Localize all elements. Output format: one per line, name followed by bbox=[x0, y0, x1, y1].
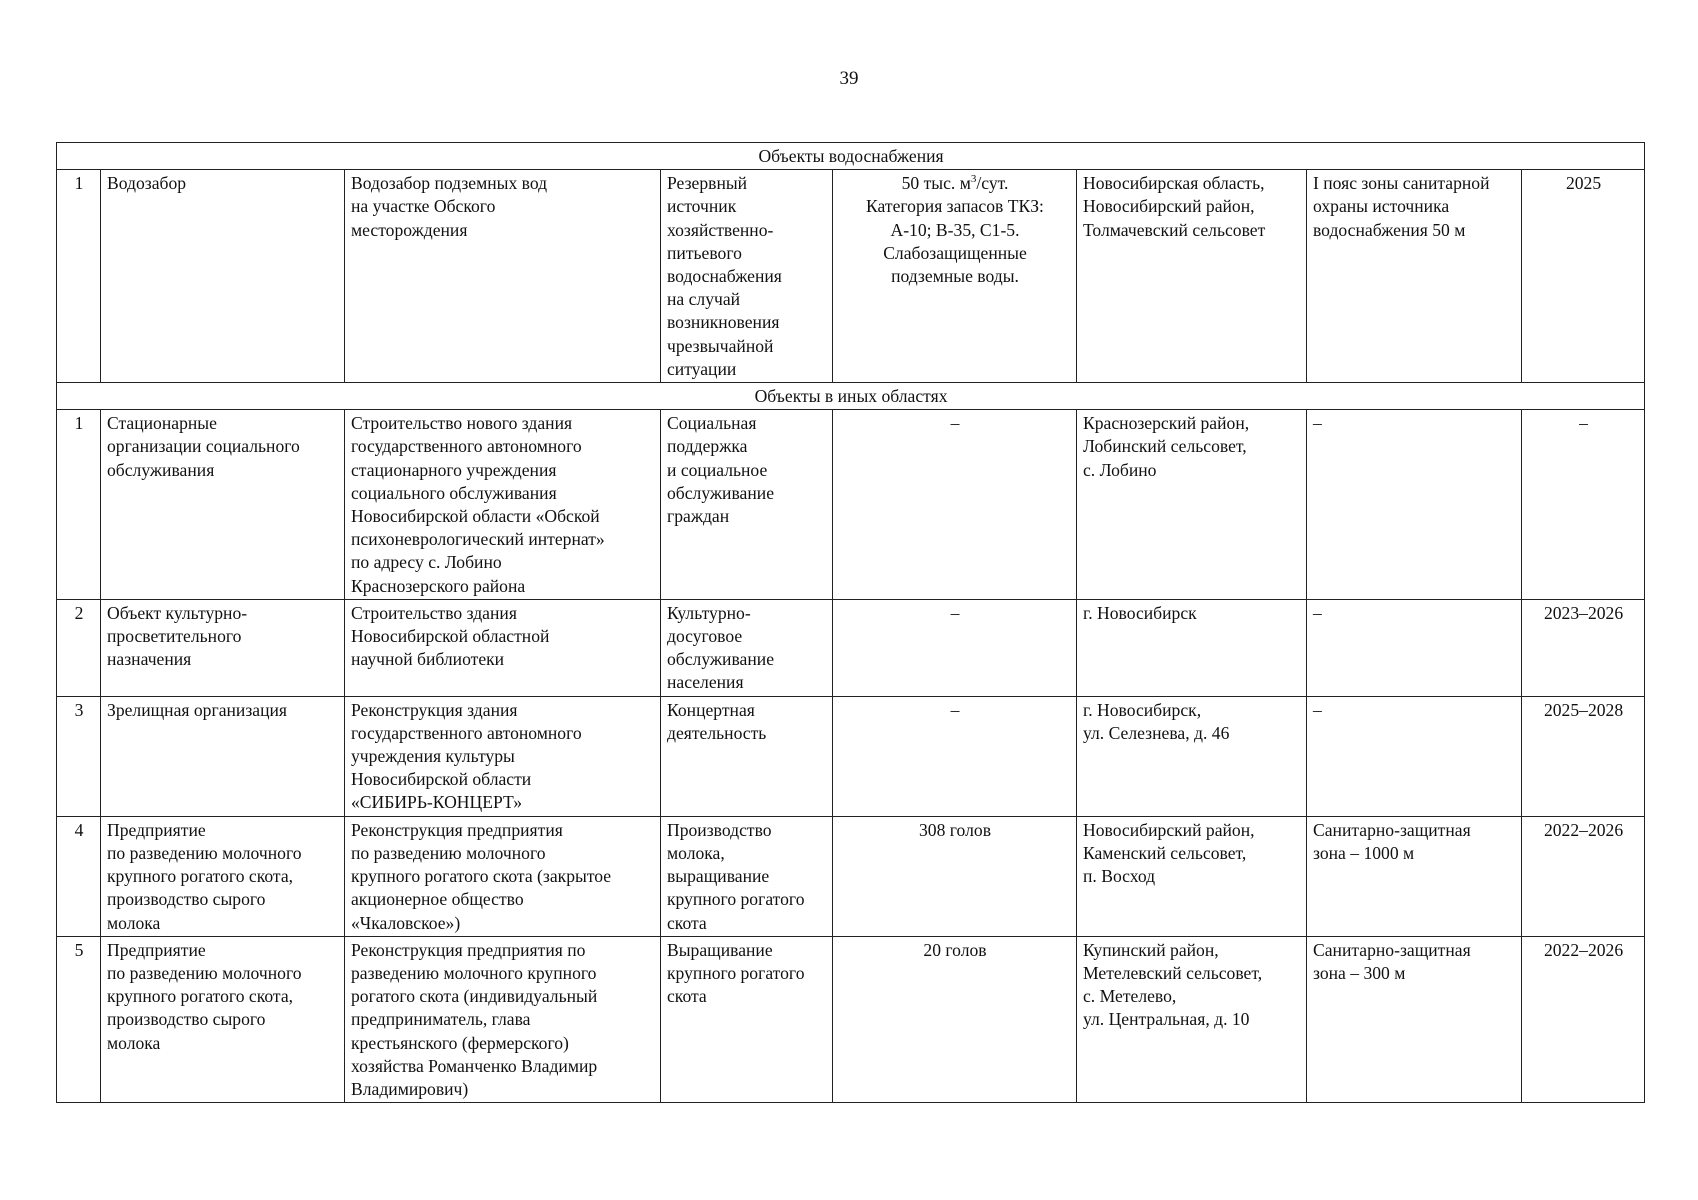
row-number-cell: 5 bbox=[57, 936, 101, 1102]
text-line: зона – 300 м bbox=[1313, 962, 1406, 983]
text-line: Строительство здания bbox=[351, 602, 517, 623]
text-line: Водозабор подземных вод bbox=[351, 173, 548, 194]
text-line: молока, bbox=[667, 842, 725, 863]
text-line: с. Метелево, bbox=[1083, 986, 1177, 1007]
text-line: Объект культурно- bbox=[107, 602, 248, 623]
text-line: – bbox=[950, 602, 960, 623]
text-line: Санитарно-защитная bbox=[1313, 939, 1471, 960]
text-line: – bbox=[1313, 413, 1322, 434]
text-line: Новосибирской областной bbox=[351, 626, 550, 647]
text-line: крупного рогатого скота (закрытое bbox=[351, 866, 612, 887]
text-line: Каменский сельсовет, bbox=[1083, 842, 1247, 863]
object-period-cell: 2022–2026 bbox=[1522, 936, 1645, 1102]
text-line: Новосибирской области bbox=[351, 769, 532, 790]
text-line: рогатого скота (индивидуальный bbox=[351, 986, 598, 1007]
text-line: Предприятие bbox=[107, 939, 206, 960]
text-line: «СИБИРЬ-КОНЦЕРТ» bbox=[351, 792, 523, 813]
row-number-cell: 1 bbox=[57, 170, 101, 383]
text-line: А-10; В-35, С1-5. bbox=[890, 219, 1020, 240]
text-line: населения bbox=[667, 672, 744, 693]
text-line: Толмачевский сельсовет bbox=[1083, 219, 1266, 240]
text-line: Слабозащищенные bbox=[883, 242, 1027, 263]
text-line: Зрелищная организация bbox=[107, 699, 288, 720]
text-line: государственного автономного bbox=[351, 722, 582, 743]
text-line: ул. Селезнева, д. 46 bbox=[1083, 722, 1230, 743]
object-name-cell bbox=[101, 410, 345, 600]
text-line: Купинский район, bbox=[1083, 939, 1219, 960]
text-line: охраны источника bbox=[1313, 196, 1450, 217]
text-line: скота bbox=[667, 986, 707, 1007]
text-line: Краснозерский район, bbox=[1083, 413, 1250, 434]
object-purpose-cell bbox=[661, 599, 833, 696]
text-line: обслуживания bbox=[107, 459, 215, 480]
text-line: Резервный bbox=[667, 173, 748, 194]
text-line: 308 голов bbox=[918, 819, 991, 840]
text-line: Производство bbox=[667, 819, 772, 840]
object-purpose-cell bbox=[661, 816, 833, 936]
object-period-cell: 2025 bbox=[1522, 170, 1645, 383]
text-line: обслуживание bbox=[667, 482, 774, 503]
object-zone-cell bbox=[1307, 170, 1522, 383]
object-description-cell bbox=[345, 816, 661, 936]
row-number-cell: 2 bbox=[57, 599, 101, 696]
text-line: Лобинский сельсовет, bbox=[1083, 436, 1247, 457]
text-line: стационарного учреждения bbox=[351, 459, 557, 480]
text-line: организации социального bbox=[107, 436, 300, 457]
text-line: и социальное bbox=[667, 459, 768, 480]
object-location-cell bbox=[1077, 170, 1307, 383]
text-line: Категория запасов ТКЗ: bbox=[866, 196, 1044, 217]
object-name-cell bbox=[101, 816, 345, 936]
object-capacity-cell bbox=[833, 170, 1077, 383]
section-title: Объекты водоснабжения bbox=[57, 143, 1645, 170]
text-line: Метелевский сельсовет, bbox=[1083, 962, 1263, 983]
object-capacity-cell bbox=[833, 410, 1077, 600]
text-line: выращивание bbox=[667, 866, 770, 887]
text-line: Концертная bbox=[667, 699, 755, 720]
text-line: Санитарно-защитная bbox=[1313, 819, 1471, 840]
text-line: – bbox=[1313, 699, 1322, 720]
text-line: Культурно- bbox=[667, 602, 751, 623]
text-line: на участке Обского bbox=[351, 196, 496, 217]
object-purpose-cell bbox=[661, 696, 833, 816]
table-row bbox=[57, 170, 1645, 383]
text-line: подземные воды. bbox=[891, 266, 1019, 287]
text-line: Реконструкция предприятия bbox=[351, 819, 563, 840]
text-line: крупного рогатого bbox=[667, 889, 805, 910]
text-line: Новосибирской области «Обской bbox=[351, 506, 600, 527]
text-line: Водозабор bbox=[107, 173, 187, 194]
text-line: Предприятие bbox=[107, 819, 206, 840]
text-line: крестьянского (фермерского) bbox=[351, 1032, 569, 1053]
text-line: ул. Центральная, д. 10 bbox=[1083, 1009, 1250, 1030]
object-purpose-cell bbox=[661, 410, 833, 600]
text-line: водоснабжения bbox=[667, 266, 782, 287]
table-row bbox=[57, 410, 1645, 600]
text-line: по разведению молочного bbox=[351, 842, 546, 863]
object-capacity-cell bbox=[833, 816, 1077, 936]
text-line: – bbox=[950, 413, 960, 434]
object-name-cell bbox=[101, 170, 345, 383]
text-line: производство сырого bbox=[107, 889, 266, 910]
text-line: Стационарные bbox=[107, 413, 217, 434]
text-line: I пояс зоны санитарной bbox=[1313, 173, 1490, 194]
row-number-cell: 4 bbox=[57, 816, 101, 936]
text-line: чрезвычайной bbox=[667, 335, 774, 356]
object-zone-cell bbox=[1307, 696, 1522, 816]
text-line: социального обслуживания bbox=[351, 482, 557, 503]
object-capacity-cell bbox=[833, 936, 1077, 1102]
text-line: хозяйственно- bbox=[667, 219, 774, 240]
text-line: производство сырого bbox=[107, 1009, 266, 1030]
table-row bbox=[57, 936, 1645, 1102]
text-line: питьевого bbox=[667, 242, 742, 263]
text-line: просветительного bbox=[107, 626, 242, 647]
text-line: водоснабжения 50 м bbox=[1313, 219, 1466, 240]
object-zone-cell bbox=[1307, 599, 1522, 696]
text-line: источник bbox=[667, 196, 737, 217]
object-purpose-cell bbox=[661, 936, 833, 1102]
text-line: молока bbox=[107, 1032, 161, 1053]
object-description-cell bbox=[345, 696, 661, 816]
text-line: по адресу с. Лобино bbox=[351, 552, 502, 573]
table-row bbox=[57, 816, 1645, 936]
object-period-cell: 2023–2026 bbox=[1522, 599, 1645, 696]
text-line: Реконструкция здания bbox=[351, 699, 518, 720]
object-zone-cell bbox=[1307, 936, 1522, 1102]
object-name-cell bbox=[101, 696, 345, 816]
objects-table bbox=[56, 142, 1645, 1103]
text-line: п. Восход bbox=[1083, 866, 1156, 887]
object-purpose-cell bbox=[661, 170, 833, 383]
text-line: разведению молочного крупного bbox=[351, 962, 597, 983]
text-line: крупного рогатого скота, bbox=[107, 866, 294, 887]
text-line: г. Новосибирск, bbox=[1083, 699, 1202, 720]
text-line: назначения bbox=[107, 649, 192, 670]
text-line: на случай bbox=[667, 289, 741, 310]
text-line: месторождения bbox=[351, 219, 468, 240]
text-line: досуговое bbox=[667, 626, 743, 647]
object-location-cell bbox=[1077, 936, 1307, 1102]
section-title: Объекты в иных областях bbox=[57, 383, 1645, 410]
text-line: Краснозерского района bbox=[351, 575, 526, 596]
object-description-cell bbox=[345, 599, 661, 696]
text-line: хозяйства Романченко Владимир bbox=[351, 1055, 598, 1076]
text-line: скота bbox=[667, 912, 707, 933]
capacity-value: 50 тыс. м bbox=[901, 173, 971, 194]
section-header-row bbox=[57, 383, 1645, 410]
text-line: обслуживание bbox=[667, 649, 774, 670]
text-line: поддержка bbox=[667, 436, 748, 457]
text-line: Новосибирский район, bbox=[1083, 819, 1255, 840]
text-line: по разведению молочного bbox=[107, 842, 302, 863]
object-zone-cell bbox=[1307, 410, 1522, 600]
text-line: 20 голов bbox=[923, 939, 987, 960]
object-zone-cell bbox=[1307, 816, 1522, 936]
text-line: граждан bbox=[667, 506, 730, 527]
text-line: крупного рогатого bbox=[667, 962, 805, 983]
text-line: Новосибирский район, bbox=[1083, 196, 1255, 217]
table-row bbox=[57, 696, 1645, 816]
object-period-cell: 2025–2028 bbox=[1522, 696, 1645, 816]
text-line: возникновения bbox=[667, 312, 780, 333]
text-line: Реконструкция предприятия по bbox=[351, 939, 586, 960]
object-location-cell bbox=[1077, 599, 1307, 696]
text-line: зона – 1000 м bbox=[1313, 842, 1415, 863]
object-location-cell bbox=[1077, 816, 1307, 936]
table-row bbox=[57, 599, 1645, 696]
capacity-unit-suffix: /сут. bbox=[976, 173, 1009, 194]
text-line: государственного автономного bbox=[351, 436, 582, 457]
text-line: «Чкаловское») bbox=[351, 912, 461, 933]
object-location-cell bbox=[1077, 410, 1307, 600]
text-line: психоневрологический интернат» bbox=[351, 529, 605, 550]
text-line: Владимирович) bbox=[351, 1078, 469, 1099]
text-line: учреждения культуры bbox=[351, 746, 515, 767]
text-line: молока bbox=[107, 912, 161, 933]
object-description-cell bbox=[345, 936, 661, 1102]
object-name-cell bbox=[101, 936, 345, 1102]
text-line: – bbox=[1313, 602, 1322, 623]
text-line: крупного рогатого скота, bbox=[107, 986, 294, 1007]
text-line: акционерное общество bbox=[351, 889, 524, 910]
text-line: предприниматель, глава bbox=[351, 1009, 531, 1030]
row-number-cell: 3 bbox=[57, 696, 101, 816]
object-capacity-cell bbox=[833, 696, 1077, 816]
object-location-cell bbox=[1077, 696, 1307, 816]
object-description-cell bbox=[345, 410, 661, 600]
text-line: ситуации bbox=[667, 358, 737, 379]
text-line: г. Новосибирск bbox=[1083, 602, 1197, 623]
text-line: научной библиотеки bbox=[351, 649, 505, 670]
text-line: Строительство нового здания bbox=[351, 413, 573, 434]
text-line: по разведению молочного bbox=[107, 962, 302, 983]
row-number-cell: 1 bbox=[57, 410, 101, 600]
object-period-cell: – bbox=[1522, 410, 1645, 600]
capacity-headline bbox=[839, 172, 1071, 195]
text-line: с. Лобино bbox=[1083, 459, 1157, 480]
text-line: Новосибирская область, bbox=[1083, 173, 1265, 194]
text-line: Выращивание bbox=[667, 939, 773, 960]
text-line: Социальная bbox=[667, 413, 757, 434]
section-header-row bbox=[57, 143, 1645, 170]
text-line: деятельность bbox=[667, 722, 767, 743]
object-period-cell: 2022–2026 bbox=[1522, 816, 1645, 936]
object-name-cell bbox=[101, 599, 345, 696]
object-capacity-cell bbox=[833, 599, 1077, 696]
text-line: – bbox=[950, 699, 960, 720]
object-description-cell bbox=[345, 170, 661, 383]
unit-exponent: 3 bbox=[970, 173, 977, 186]
page-number: 39 bbox=[839, 68, 859, 89]
